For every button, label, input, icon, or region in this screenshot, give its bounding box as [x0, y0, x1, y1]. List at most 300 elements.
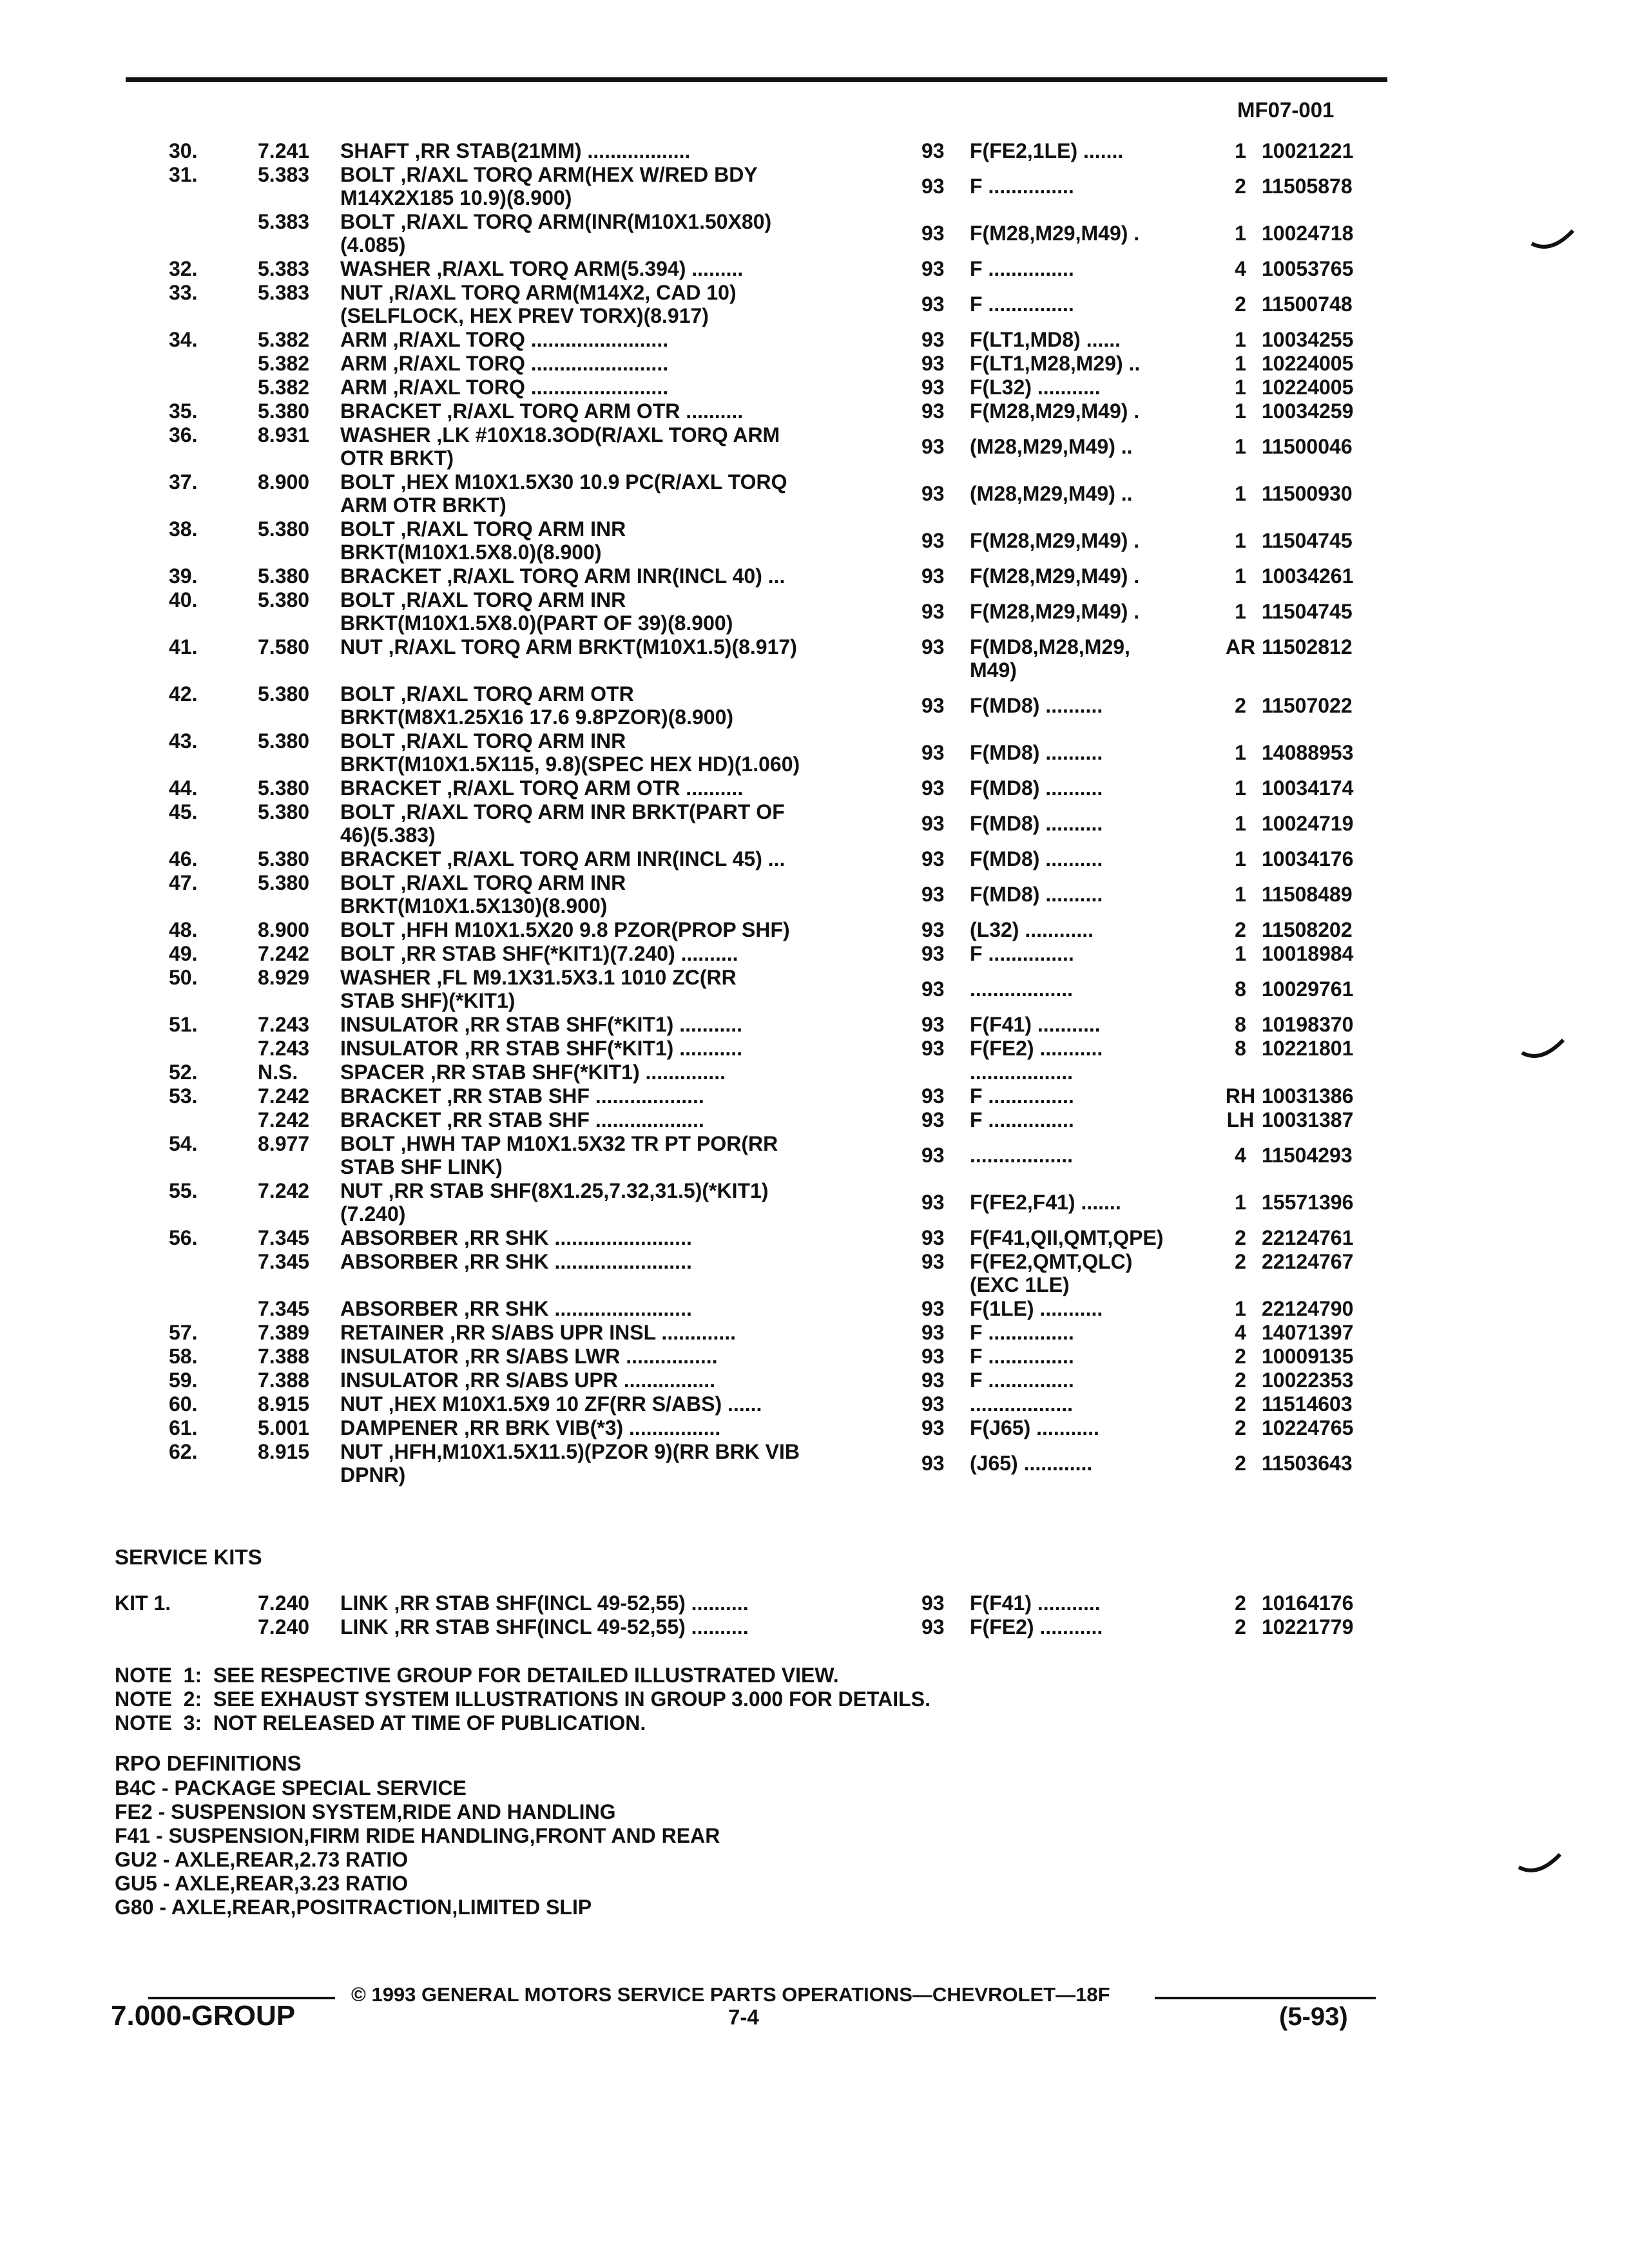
part-description: BOLT ,R/AXL TORQ ARM(INR(M10X1.50X80): [340, 210, 772, 233]
group-number: 7.389: [258, 1321, 310, 1344]
group-label: 7.000-GROUP: [111, 2000, 296, 2032]
model-year: 93: [921, 1297, 945, 1320]
part-number: 10034174: [1262, 776, 1354, 800]
model-code: F(FE2) ...........: [970, 1615, 1103, 1639]
quantity: 1: [1235, 328, 1246, 351]
part-description: ARM ,R/AXL TORQ ........................: [340, 328, 669, 351]
group-number: 5.383: [258, 257, 310, 280]
part-description: LINK ,RR STAB SHF(INCL 49-52,55) ..........: [340, 1615, 749, 1639]
part-number: 10031387: [1262, 1108, 1354, 1131]
top-rule: [126, 77, 1387, 82]
quantity: 2: [1235, 293, 1246, 316]
group-number: 5.380: [258, 588, 310, 611]
part-description: BOLT ,R/AXL TORQ ARM(HEX W/RED BDY: [340, 163, 758, 186]
group-number: 7.580: [258, 635, 310, 658]
item-number: 33.: [169, 281, 198, 304]
model-year: 93: [921, 1226, 945, 1249]
item-number: 56.: [169, 1226, 198, 1249]
part-row: [0, 257, 1629, 281]
quantity: 1: [1235, 435, 1246, 458]
part-number: 11507022: [1262, 694, 1353, 717]
rpo-title: RPO DEFINITIONS: [115, 1751, 302, 1775]
rpo-item: FE2 - SUSPENSION SYSTEM,RIDE AND HANDLING: [115, 1800, 616, 1823]
part-row: [0, 1345, 1629, 1369]
part-description: ARM ,R/AXL TORQ ........................: [340, 376, 669, 399]
model-code-cont: M49): [970, 658, 1017, 682]
part-number: 11514603: [1262, 1392, 1353, 1416]
part-row: [0, 1037, 1629, 1061]
part-description: WASHER ,LK #10X18.3OD(R/AXL TORQ ARM: [340, 423, 780, 447]
item-number: 59.: [169, 1369, 198, 1392]
model-year: 93: [921, 1452, 945, 1475]
part-description: BOLT ,R/AXL TORQ ARM OTR: [340, 682, 634, 706]
quantity: 1: [1235, 741, 1246, 764]
part-description: RETAINER ,RR S/ABS UPR INSL .............: [340, 1321, 736, 1344]
part-description-cont: BRKT(M10X1.5X8.0)(PART OF 39)(8.900): [340, 611, 733, 635]
part-row: [0, 1392, 1629, 1416]
part-description: BOLT ,R/AXL TORQ ARM INR: [340, 517, 626, 541]
model-year: 93: [921, 776, 945, 800]
group-number: 7.240: [258, 1615, 310, 1639]
part-row: [0, 942, 1629, 966]
part-description: BOLT ,HEX M10X1.5X30 10.9 PC(R/AXL TORQ: [340, 470, 787, 494]
quantity: 1: [1235, 139, 1246, 162]
model-code: F ...............: [970, 257, 1074, 280]
binder-mark: [1530, 226, 1576, 255]
part-number: 10024719: [1262, 812, 1354, 835]
model-code: ..................: [970, 1144, 1074, 1167]
note-line: NOTE 3: NOT RELEASED AT TIME OF PUBLICATION.: [115, 1711, 646, 1735]
part-row: [0, 800, 1629, 847]
part-number: 22124790: [1262, 1297, 1354, 1320]
quantity: 1: [1235, 1191, 1246, 1214]
part-row: [0, 588, 1629, 635]
part-number: 10031386: [1262, 1084, 1354, 1108]
part-number: 10224765: [1262, 1416, 1354, 1439]
model-year: 93: [921, 1369, 945, 1392]
part-row: [0, 1369, 1629, 1392]
group-number: 5.382: [258, 376, 310, 399]
part-description: SHAFT ,RR STAB(21MM) ..................: [340, 139, 691, 162]
quantity: 2: [1235, 918, 1246, 941]
copyright-text: © 1993 GENERAL MOTORS SERVICE PARTS OPERATIONS—CHEVROLET—18F: [351, 1983, 1110, 2006]
note-line: NOTE 2: SEE EXHAUST SYSTEM ILLUSTRATIONS IN GROUP 3.000 FOR DETAILS.: [115, 1687, 930, 1711]
model-code: F(M28,M29,M49) .: [970, 529, 1140, 552]
part-description: NUT ,HEX M10X1.5X9 10 ZF(RR S/ABS) ......: [340, 1392, 762, 1416]
quantity: 2: [1235, 1345, 1246, 1368]
model-code: F(M28,M29,M49) .: [970, 222, 1140, 245]
item-number: 46.: [169, 847, 198, 870]
group-number: 7.388: [258, 1345, 310, 1368]
group-number: 8.915: [258, 1440, 310, 1463]
item-number: 58.: [169, 1345, 198, 1368]
part-number: 11508202: [1262, 918, 1353, 941]
part-description: BRACKET ,R/AXL TORQ ARM OTR ..........: [340, 776, 744, 800]
part-number: 11504745: [1262, 600, 1353, 623]
part-number: 15571396: [1262, 1191, 1354, 1214]
part-description-cont: BRKT(M8X1.25X16 17.6 9.8PZOR)(8.900): [340, 706, 734, 729]
model-code: F(M28,M29,M49) .: [970, 600, 1140, 623]
model-year: 93: [921, 1416, 945, 1439]
model-year: 93: [921, 328, 945, 351]
group-number: 5.380: [258, 399, 310, 423]
model-code: (M28,M29,M49) ..: [970, 482, 1133, 505]
part-description: BRACKET ,R/AXL TORQ ARM INR(INCL 40) ...: [340, 564, 786, 588]
model-year: 93: [921, 257, 945, 280]
part-number: 10022353: [1262, 1369, 1354, 1392]
footer-rule-right: [1155, 1997, 1376, 1999]
item-number: 44.: [169, 776, 198, 800]
part-description: BRACKET ,R/AXL TORQ ARM OTR ..........: [340, 399, 744, 423]
model-code: F ...............: [970, 1369, 1074, 1392]
part-number: 10009135: [1262, 1345, 1354, 1368]
part-row: [0, 1250, 1629, 1297]
service-kits-section: [0, 1545, 1629, 1639]
group-number: 8.900: [258, 470, 310, 494]
part-number: 11504293: [1262, 1144, 1353, 1167]
part-number: 11500930: [1262, 482, 1353, 505]
quantity: 2: [1235, 1250, 1246, 1273]
model-code-cont: (EXC 1LE): [970, 1273, 1070, 1296]
part-number: 10221801: [1262, 1037, 1354, 1060]
group-number: 5.001: [258, 1416, 310, 1439]
item-number: 36.: [169, 423, 198, 447]
item-number: 51.: [169, 1013, 198, 1036]
part-description-cont: DPNR): [340, 1463, 406, 1486]
binder-mark: [1521, 1035, 1566, 1064]
model-year: 93: [921, 812, 945, 835]
item-number: 61.: [169, 1416, 198, 1439]
group-number: 5.380: [258, 847, 310, 870]
group-number: 5.380: [258, 517, 310, 541]
part-description-cont: OTR BRKT): [340, 447, 454, 470]
quantity: 2: [1235, 1416, 1246, 1439]
part-description: NUT ,HFH,M10X1.5X11.5)(PZOR 9)(RR BRK VIB: [340, 1440, 800, 1463]
group-number: 7.240: [258, 1591, 310, 1615]
part-description: INSULATOR ,RR STAB SHF(*KIT1) ...........: [340, 1037, 743, 1060]
binder-mark: [1518, 1849, 1563, 1878]
item-number: 52.: [169, 1061, 198, 1084]
quantity: 2: [1235, 1392, 1246, 1416]
quantity: 1: [1235, 222, 1246, 245]
model-code: F ...............: [970, 175, 1074, 198]
quantity: 1: [1235, 376, 1246, 399]
quantity: 1: [1235, 564, 1246, 588]
quantity: 1: [1235, 883, 1246, 906]
quantity: 2: [1235, 694, 1246, 717]
model-year: 93: [921, 694, 945, 717]
model-code: F(FE2) ...........: [970, 1037, 1103, 1060]
quantity: RH: [1225, 1084, 1256, 1108]
model-code: F(MD8) ..........: [970, 741, 1103, 764]
quantity: 4: [1235, 1144, 1246, 1167]
model-year: 93: [921, 293, 945, 316]
item-number: 50.: [169, 966, 198, 989]
group-number: 7.242: [258, 1179, 310, 1202]
notes-section: [115, 1664, 930, 1735]
group-number: N.S.: [258, 1061, 298, 1084]
model-year: 93: [921, 847, 945, 870]
part-number: 10034176: [1262, 847, 1354, 870]
model-code: F ...............: [970, 942, 1074, 965]
group-number: 7.345: [258, 1226, 310, 1249]
part-description: ABSORBER ,RR SHK ........................: [340, 1250, 692, 1273]
quantity: 4: [1235, 1321, 1246, 1344]
item-number: 30.: [169, 139, 198, 162]
quantity: 2: [1235, 1452, 1246, 1475]
rpo-item: G80 - AXLE,REAR,POSITRACTION,LIMITED SLIP: [115, 1896, 592, 1919]
model-code: F(F41,QII,QMT,QPE): [970, 1226, 1164, 1249]
model-code: F ...............: [970, 1108, 1074, 1131]
model-year: 93: [921, 977, 945, 1001]
part-description: NUT ,RR STAB SHF(8X1.25,7.32,31.5)(*KIT1): [340, 1179, 769, 1202]
part-description: BOLT ,R/AXL TORQ ARM INR: [340, 871, 626, 894]
part-number: 22124767: [1262, 1250, 1354, 1273]
quantity: 1: [1235, 1297, 1246, 1320]
group-number: 7.243: [258, 1013, 310, 1036]
part-row: [0, 1226, 1629, 1250]
quantity: 2: [1235, 1226, 1246, 1249]
part-row: [0, 1084, 1629, 1108]
group-number: 7.388: [258, 1369, 310, 1392]
group-number: 7.345: [258, 1297, 310, 1320]
part-number: 10224005: [1262, 352, 1354, 375]
part-number: 14071397: [1262, 1321, 1354, 1344]
model-code: F(LT1,M28,M29) ..: [970, 352, 1141, 375]
quantity: LH: [1226, 1108, 1255, 1131]
part-description: NUT ,R/AXL TORQ ARM BRKT(M10X1.5)(8.917): [340, 635, 797, 658]
parts-list: [0, 139, 1629, 1487]
model-year: 93: [921, 1037, 945, 1060]
model-year: 93: [921, 1591, 945, 1615]
part-number: 11505878: [1262, 175, 1353, 198]
model-code: F(L32) ...........: [970, 376, 1101, 399]
part-description: BRACKET ,RR STAB SHF ...................: [340, 1108, 704, 1131]
rpo-item: B4C - PACKAGE SPECIAL SERVICE: [115, 1776, 467, 1800]
revision-date: (5-93): [1279, 2003, 1348, 2031]
part-description-cont: BRKT(M10X1.5X130)(8.900): [340, 894, 608, 918]
part-description: BRACKET ,RR STAB SHF ...................: [340, 1084, 704, 1108]
item-number: 48.: [169, 918, 198, 941]
part-row: [0, 966, 1629, 1013]
model-code: F(MD8) ..........: [970, 776, 1103, 800]
item-number: 38.: [169, 517, 198, 541]
part-number: 10224005: [1262, 376, 1354, 399]
model-code: F(J65) ...........: [970, 1416, 1099, 1439]
group-number: 5.383: [258, 281, 310, 304]
quantity: 8: [1235, 1037, 1246, 1060]
item-number: 60.: [169, 1392, 198, 1416]
rpo-item: GU5 - AXLE,REAR,3.23 RATIO: [115, 1872, 409, 1895]
rpo-item: GU2 - AXLE,REAR,2.73 RATIO: [115, 1848, 409, 1871]
item-number: 43.: [169, 729, 198, 753]
quantity: 1: [1235, 399, 1246, 423]
group-number: 5.380: [258, 564, 310, 588]
group-number: 7.243: [258, 1037, 310, 1060]
model-code: F ...............: [970, 293, 1074, 316]
part-number: 10029761: [1262, 977, 1354, 1001]
model-year: 93: [921, 564, 945, 588]
model-code: F(M28,M29,M49) .: [970, 564, 1140, 588]
item-number: 34.: [169, 328, 198, 351]
kit-row: [0, 1591, 1629, 1615]
rpo-item: F41 - SUSPENSION,FIRM RIDE HANDLING,FRONT AND REAR: [115, 1824, 720, 1847]
part-row: [0, 847, 1629, 871]
model-year: 93: [921, 399, 945, 423]
part-description: LINK ,RR STAB SHF(INCL 49-52,55) ..........: [340, 1591, 749, 1615]
quantity: 8: [1235, 977, 1246, 1001]
item-number: 49.: [169, 942, 198, 965]
part-number: 10021221: [1262, 139, 1354, 162]
part-description: SPACER ,RR STAB SHF(*KIT1) ..............: [340, 1061, 726, 1084]
group-number: 8.929: [258, 966, 310, 989]
quantity: 1: [1235, 482, 1246, 505]
kit-label: KIT 1.: [115, 1591, 171, 1615]
part-description: ABSORBER ,RR SHK ........................: [340, 1226, 692, 1249]
quantity: 1: [1235, 600, 1246, 623]
model-year: 93: [921, 482, 945, 505]
part-row: [0, 399, 1629, 423]
model-code: (L32) ............: [970, 918, 1094, 941]
model-year: 93: [921, 600, 945, 623]
part-number: 10034259: [1262, 399, 1354, 423]
quantity: 1: [1235, 352, 1246, 375]
quantity: 2: [1235, 175, 1246, 198]
item-number: 40.: [169, 588, 198, 611]
group-number: 5.380: [258, 800, 310, 823]
model-year: 93: [921, 1013, 945, 1036]
part-row: [0, 1416, 1629, 1440]
group-number: 5.383: [258, 163, 310, 186]
item-number: 62.: [169, 1440, 198, 1463]
model-year: 93: [921, 1321, 945, 1344]
part-row: [0, 1061, 1629, 1084]
part-row: [0, 635, 1629, 682]
part-row: [0, 871, 1629, 918]
model-code: ..................: [970, 1392, 1074, 1416]
part-description-cont: BRKT(M10X1.5X115, 9.8)(SPEC HEX HD)(1.060): [340, 753, 800, 776]
model-code: F(F41) ...........: [970, 1013, 1101, 1036]
model-year: 93: [921, 883, 945, 906]
part-row: [0, 210, 1629, 257]
model-code: ..................: [970, 1061, 1074, 1084]
model-code: F(FE2,F41) .......: [970, 1191, 1121, 1214]
group-number: 5.382: [258, 352, 310, 375]
item-number: 55.: [169, 1179, 198, 1202]
model-code: F(FE2,QMT,QLC): [970, 1250, 1133, 1273]
part-row: [0, 376, 1629, 399]
part-number: 10024718: [1262, 222, 1354, 245]
group-number: 8.900: [258, 918, 310, 941]
part-row: [0, 729, 1629, 776]
model-year: 93: [921, 918, 945, 941]
part-description-cont: ARM OTR BRKT): [340, 494, 506, 517]
part-row: [0, 682, 1629, 729]
item-number: 35.: [169, 399, 198, 423]
quantity: 1: [1235, 776, 1246, 800]
rpo-definitions: [115, 1751, 720, 1919]
model-year: 93: [921, 529, 945, 552]
part-description-cont: BRKT(M10X1.5X8.0)(8.900): [340, 541, 602, 564]
part-description: DAMPENER ,RR BRK VIB(*3) ................: [340, 1416, 721, 1439]
part-number: 11508489: [1262, 883, 1353, 906]
part-description: NUT ,R/AXL TORQ ARM(M14X2, CAD 10): [340, 281, 737, 304]
item-number: 42.: [169, 682, 198, 706]
quantity: 2: [1235, 1369, 1246, 1392]
model-code: F ...............: [970, 1345, 1074, 1368]
part-description-cont: (7.240): [340, 1202, 406, 1225]
model-year: 93: [921, 175, 945, 198]
part-description: INSULATOR ,RR STAB SHF(*KIT1) ...........: [340, 1013, 743, 1036]
part-row: [0, 918, 1629, 942]
group-number: 5.380: [258, 682, 310, 706]
part-description: ARM ,R/AXL TORQ ........................: [340, 352, 669, 375]
part-description: BOLT ,HWH TAP M10X1.5X32 TR PT POR(RR: [340, 1132, 778, 1155]
group-number: 8.915: [258, 1392, 310, 1416]
group-number: 8.977: [258, 1132, 310, 1155]
model-code: F(F41) ...........: [970, 1591, 1101, 1615]
model-code: F(MD8) ..........: [970, 847, 1103, 870]
part-row: [0, 352, 1629, 376]
part-number: 11500046: [1262, 435, 1353, 458]
service-kits-heading: SERVICE KITS: [115, 1545, 262, 1569]
page-number: 7-4: [728, 2005, 759, 2029]
item-number: 54.: [169, 1132, 198, 1155]
part-number: 10018984: [1262, 942, 1354, 965]
model-code: F(MD8,M28,M29,: [970, 635, 1130, 658]
model-code: F(1LE) ...........: [970, 1297, 1103, 1320]
part-description-cont: 46)(5.383): [340, 823, 436, 847]
model-code: F(LT1,MD8) ......: [970, 328, 1121, 351]
model-year: 93: [921, 1108, 945, 1131]
model-year: 93: [921, 1345, 945, 1368]
part-description-cont: M14X2X185 10.9)(8.900): [340, 186, 572, 209]
note-line: NOTE 1: SEE RESPECTIVE GROUP FOR DETAILED ILLUSTRATED VIEW.: [115, 1664, 839, 1687]
model-year: 93: [921, 635, 945, 658]
part-description-cont: (4.085): [340, 233, 406, 256]
part-row: [0, 517, 1629, 564]
quantity: 4: [1235, 257, 1246, 280]
quantity: 2: [1235, 1591, 1246, 1615]
part-row: [0, 163, 1629, 210]
part-row: [0, 281, 1629, 328]
model-year: 93: [921, 942, 945, 965]
part-number: 10053765: [1262, 257, 1354, 280]
part-number: 11500748: [1262, 293, 1353, 316]
group-number: 5.382: [258, 328, 310, 351]
model-code: ..................: [970, 977, 1074, 1001]
part-number: 10034255: [1262, 328, 1354, 351]
part-row: [0, 1321, 1629, 1345]
item-number: 45.: [169, 800, 198, 823]
quantity: AR: [1225, 635, 1256, 658]
item-number: 39.: [169, 564, 198, 588]
part-row: [0, 470, 1629, 517]
model-year: 93: [921, 222, 945, 245]
model-year: 93: [921, 139, 945, 162]
part-description: BOLT ,R/AXL TORQ ARM INR: [340, 729, 626, 753]
part-number: 11504745: [1262, 529, 1353, 552]
part-number: 14088953: [1262, 741, 1354, 764]
part-description-cont: STAB SHF)(*KIT1): [340, 989, 516, 1012]
group-number: 7.241: [258, 139, 310, 162]
model-year: 93: [921, 741, 945, 764]
model-year: 93: [921, 1392, 945, 1416]
quantity: 2: [1235, 1615, 1246, 1639]
part-description: BOLT ,R/AXL TORQ ARM INR: [340, 588, 626, 611]
model-year: 93: [921, 1191, 945, 1214]
part-row: [0, 564, 1629, 588]
